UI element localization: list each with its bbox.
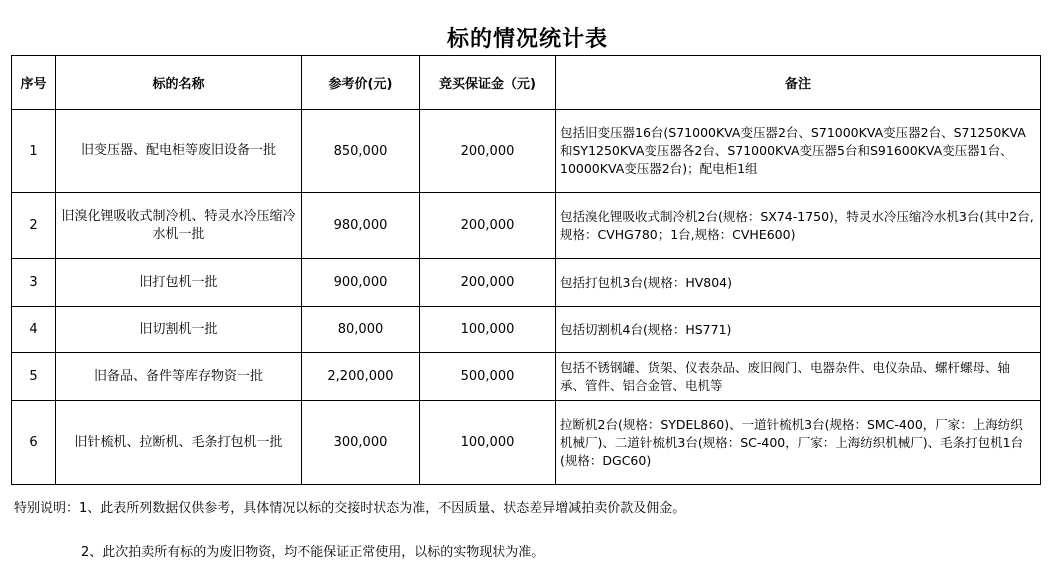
header-item-name: 标的名称	[56, 56, 302, 110]
table-row	[12, 110, 1041, 193]
cell-item-name: 旧备品、备件等库存物资一批	[56, 353, 302, 401]
cell-bid-deposit: 200,000	[420, 259, 556, 307]
cell-reference-price: 850,000	[302, 110, 420, 193]
cell-serial-no: 5	[12, 353, 56, 401]
cell-item-name: 旧针梳机、拉断机、毛条打包机一批	[56, 401, 302, 485]
header-remarks: 备注	[556, 56, 1041, 110]
cell-remarks: 包括打包机3台(规格：HV804)	[556, 259, 1041, 307]
cell-reference-price: 2,200,000	[302, 353, 420, 401]
footnote-special-note-2: 2、此次拍卖所有标的为废旧物资，均不能保证正常使用，以标的实物现状为准。	[81, 545, 545, 560]
cell-item-name: 旧变压器、配电柜等废旧设备一批	[56, 110, 302, 193]
cell-remarks: 拉断机2台(规格：SYDEL860)、一道针梳机3台(规格：SMC-400，厂家：上海纺织机械厂)、二道针梳机3台(规格：SC-400，厂家：上海纺织机械厂)、毛条打包机1台(规格：DGC60)	[556, 401, 1041, 485]
cell-bid-deposit: 500,000	[420, 353, 556, 401]
table-header-row	[12, 56, 1041, 110]
cell-remarks: 包括切割机4台(规格：HS771)	[556, 307, 1041, 353]
cell-serial-no: 6	[12, 401, 56, 485]
table-title: 标的情况统计表	[446, 27, 608, 52]
cell-reference-price: 900,000	[302, 259, 420, 307]
table-row	[12, 307, 1041, 353]
cell-reference-price: 980,000	[302, 193, 420, 259]
cell-serial-no: 4	[12, 307, 56, 353]
cell-bid-deposit: 100,000	[420, 307, 556, 353]
cell-remarks: 包括溴化锂吸收式制冷机2台(规格：SX74-1750)，特灵水冷压缩冷水机3台(其中2台,规格：CVHG780；1台,规格：CVHE600)	[556, 193, 1041, 259]
cell-reference-price: 80,000	[302, 307, 420, 353]
header-serial-no: 序号	[12, 56, 56, 110]
table-row	[12, 353, 1041, 401]
item-statistics-table	[11, 55, 1041, 485]
table-row	[12, 401, 1041, 485]
cell-remarks: 包括不锈钢罐、货架、仪表杂品、废旧阀门、电器杂件、电仪杂品、螺杆螺母、轴承、管件、铝合金管、电机等	[556, 353, 1041, 401]
table-row	[12, 193, 1041, 259]
footnote-special-note-1: 特别说明：1、此表所列数据仅供参考，具体情况以标的交接时状态为准，不因质量、状态差异增减拍卖价款及佣金。	[14, 501, 686, 516]
cell-serial-no: 1	[12, 110, 56, 193]
cell-serial-no: 2	[12, 193, 56, 259]
cell-bid-deposit: 200,000	[420, 110, 556, 193]
cell-reference-price: 300,000	[302, 401, 420, 485]
cell-item-name: 旧切割机一批	[56, 307, 302, 353]
cell-serial-no: 3	[12, 259, 56, 307]
header-bid-deposit: 竞买保证金（元)	[420, 56, 556, 110]
header-reference-price: 参考价(元)	[302, 56, 420, 110]
table-row	[12, 259, 1041, 307]
cell-remarks: 包括旧变压器16台(S71000KVA变压器2台、S71000KVA变压器2台、S71250KVA和SY1250KVA变压器各2台、S71000KVA变压器5台和S91600KVA变压器1台、10000KVA变压器2台)；配电柜1组	[556, 110, 1041, 193]
cell-item-name: 旧溴化锂吸收式制冷机、特灵水冷压缩冷水机一批	[56, 193, 302, 259]
cell-bid-deposit: 100,000	[420, 401, 556, 485]
cell-bid-deposit: 200,000	[420, 193, 556, 259]
cell-item-name: 旧打包机一批	[56, 259, 302, 307]
